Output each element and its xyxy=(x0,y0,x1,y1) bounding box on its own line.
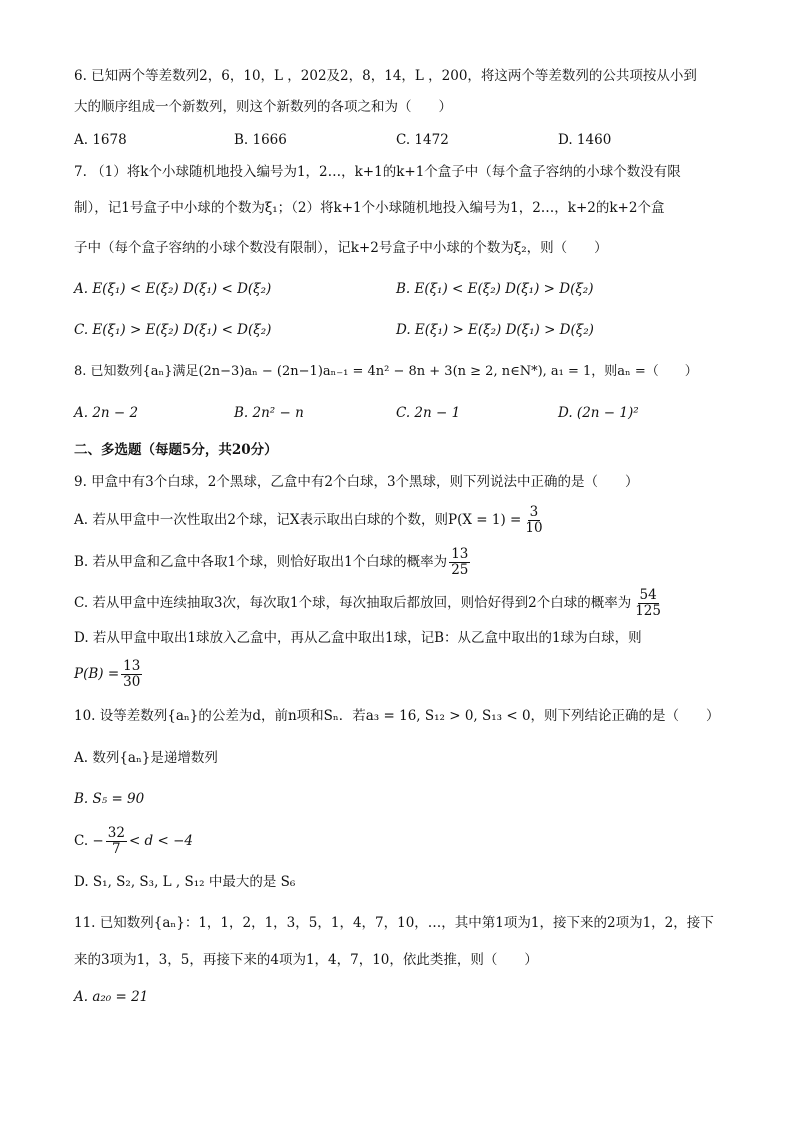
q9-option-c-text: C. 若从甲盒中连续抽取3次，每次取1个球，每次抽取后都放回，则恰好得到2个白球的概率为 xyxy=(74,595,632,611)
section-heading-multiple-choice: 二、多选题（每题5分，共20分） xyxy=(74,442,278,458)
q9-option-a-text: A. 若从甲盒中一次性取出2个球，记X表示取出白球的个数，则P(X = 1) = xyxy=(74,512,522,528)
fraction-numerator: 32 xyxy=(107,825,125,841)
q7-option-a: A. E(ξ₁) < E(ξ₂) D(ξ₁) < D(ξ₂) xyxy=(74,281,272,297)
q8-option-b: B. 2n² − n xyxy=(234,405,304,421)
q9-option-d-line-1: D. 若从甲盒中取出1球放入乙盒中，再从乙盒中取出1球，记B：从乙盒中取出的1球为白球，则 xyxy=(74,630,642,646)
q6-option-a: A. 1678 xyxy=(74,132,127,148)
fraction-numerator: 3 xyxy=(529,504,539,520)
q6-option-c: C. 1472 xyxy=(396,132,449,148)
fraction-denominator: 30 xyxy=(123,674,141,690)
q6-option-d: D. 1460 xyxy=(558,132,612,148)
q9-option-c xyxy=(74,588,665,619)
fraction-denominator: 7 xyxy=(112,841,121,857)
q10-stem: 10. 设等差数列{aₙ}的公差为d，前n项和Sₙ．若a₃ = 16, S₁₂ > 0, S₁₃ < 0，则下列结论正确的是（ ） xyxy=(74,708,720,724)
q8-line-1: 8. 已知数列{aₙ}满足(2n−3)aₙ − (2n−1)aₙ₋₁ = 4n² − 8n + 3(n ≥ 2, n∈N*), a₁ = 1，则aₙ =（ ） xyxy=(74,364,698,379)
q7-line-1: 7. （1）将k个小球随机地投入编号为1，2…，k+1的k+1个盒子中（每个盒子容纳的小球个数没有限 xyxy=(74,164,681,180)
q9-option-a-fraction xyxy=(523,505,544,536)
fraction-denominator: 25 xyxy=(451,562,469,578)
q9-option-b xyxy=(74,547,472,578)
q10-option-a: A. 数列{aₙ}是递增数列 xyxy=(74,750,218,766)
q9-stem: 9. 甲盒中有3个白球，2个黑球，乙盒中有2个白球，3个黑球，则下列说法中正确的是（ ） xyxy=(74,474,639,490)
q10-option-c-fraction xyxy=(106,826,127,857)
q7-option-b: B. E(ξ₁) < E(ξ₂) D(ξ₁) > D(ξ₂) xyxy=(396,281,594,297)
q6-line-2: 大的顺序组成一个新数列，则这个新数列的各项之和为（ ） xyxy=(74,99,452,115)
q10-option-b: B. S₅ = 90 xyxy=(74,791,145,807)
q10-option-d: D. S₁, S₂, S₃, L , S₁₂ 中最大的是 S₆ xyxy=(74,874,296,890)
q7-option-c: C. E(ξ₁) > E(ξ₂) D(ξ₁) < D(ξ₂) xyxy=(74,322,272,338)
fraction-numerator: 54 xyxy=(639,587,657,603)
q9-option-c-fraction xyxy=(633,588,663,619)
q8-option-c: C. 2n − 1 xyxy=(396,405,461,421)
q7-line-2: 制），记1号盒子中小球的个数为ξ₁；（2）将k+1个小球随机地投入编号为1，2…，k+2的k+2个盒 xyxy=(74,200,665,216)
q9-option-a xyxy=(74,505,547,536)
q8-option-d: D. (2n − 1)² xyxy=(558,405,639,421)
q10-option-c-prefix: C. − xyxy=(74,833,104,849)
q11-line-2: 来的3项为1，3，5，再接下来的4项为1，4，7，10，依此类推，则（ ） xyxy=(74,952,538,968)
q11-option-a: A. a₂₀ = 21 xyxy=(74,989,149,1005)
q10-option-c xyxy=(74,826,193,857)
q9-option-d-line-2 xyxy=(74,659,144,690)
fraction-denominator: 125 xyxy=(635,603,661,619)
q9-option-b-fraction xyxy=(449,547,470,578)
fraction-denominator: 10 xyxy=(525,520,543,536)
fraction-numerator: 13 xyxy=(451,546,469,562)
q6-line-1: 6. 已知两个等差数列2，6，10，L ，202及2，8，14，L ，200，将这两个等差数列的公共项按从小到 xyxy=(74,68,697,84)
fraction-numerator: 13 xyxy=(123,658,141,674)
q7-option-d: D. E(ξ₁) > E(ξ₂) D(ξ₁) > D(ξ₂) xyxy=(396,322,594,338)
q9-option-b-text: B. 若从甲盒和乙盒中各取1个球，则恰好取出1个白球的概率为 xyxy=(74,554,448,570)
q9-option-d-fraction xyxy=(121,659,142,690)
q10-option-c-suffix: < d < −4 xyxy=(128,833,193,849)
q9-option-d-text: P(B) = xyxy=(74,666,120,682)
q8-option-a: A. 2n − 2 xyxy=(74,405,139,421)
q7-line-3: 子中（每个盒子容纳的小球个数没有限制），记k+2号盒子中小球的个数为ξ₂，则（ ） xyxy=(74,240,608,256)
q6-option-b: B. 1666 xyxy=(234,132,287,148)
q11-line-1: 11. 已知数列{aₙ}：1，1，2，1，3，5，1，4，7，10，…，其中第1项为1，接下来的2项为1，2，接下 xyxy=(74,915,714,931)
